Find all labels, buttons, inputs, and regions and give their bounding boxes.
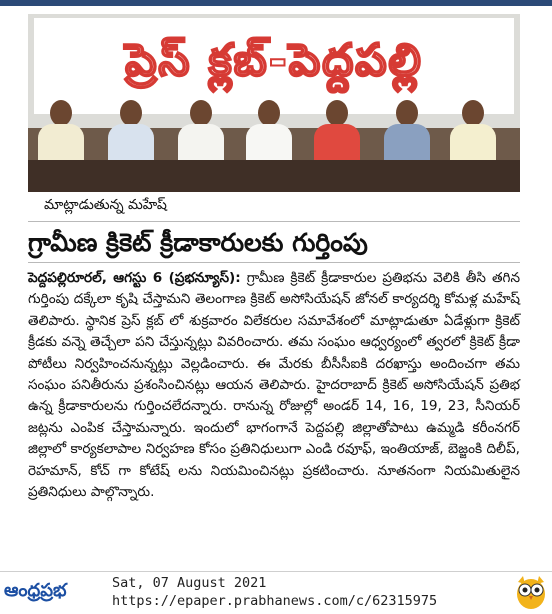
- photo-caption: మాట్లాడుతున్న మహేష్: [44, 197, 167, 213]
- owl-mascot-icon: [514, 574, 548, 610]
- article-text: గ్రామీణ క్రికెట్ క్రీడాకారుల ప్రతిభను వెలికి తీసి తగిన గుర్తింపు దక్కేలా కృషి చేస్తామని తెలంగాణ క్రికెట్ అసోసియేషన్ జోనల్ కార్యదర్శి కోమళ్ల మహేష్ తెలిపారు. స్థానిక ప్రెస్ క్లబ్ లో శుక్రవారం విలేకరుల సమావేశంలో మాట్లాడుతూ ఏడేళ్లుగా క్రికెట్ క్రీడకు వన్నె తెచ్చేలా పని చేస్తున్నట్లు వివరించారు. తమ సంఘం ఆధ్వర్యంలో త్వరలో క్రికెట్ క్రీడా పోటీలు నిర్వహించనున్నట్లు వెల్లడించారు. ఈ మేరకు బీసీసీఐకి దరఖాస్తు అందించగా తమ సంఘం పనితీరును ప్రశంసించినట్లు ఆయన తెలిపారు. హైదరాబాద్ క్రికెట్ అసోసియేషన్ ప్రతిభ ఉన్న క్రీడాకారులను గుర్తించలేదన్నారు. రానున్న రోజుల్లో అండర్ 14, 16, 19, 23, సీనియర్ జట్లను ఎంపిక చేస్తామన్నారు. ఇందులో భాగంగానే పెద్దపల్లి జిల్లాతోపాటు ఉమ్మడి కరీంనగర్ జిల్లాలో కార్యకలాపాల నిర్వహణ కోసం ప్రతినిధులుగా ఎండి రవూఫ్, ఇంతియాజ్, బెజ్జంకి దిలీప్, రెహమాన్, కోచ్ గా కోటేష్ లను నియమించినట్లు ప్రకటించారు. నూతనంగా నియమితులైన ప్రతినిధులు పాల్గొన్నారు.: [28, 270, 520, 501]
- banner-text: ప్రెస్ క్లబ్-పెద్దపల్లి: [125, 35, 423, 86]
- news-photo: [28, 14, 520, 192]
- divider: [28, 262, 520, 263]
- headline: గ్రామీణ క్రికెట్ క్రీడాకారులకు గుర్తింపు: [28, 228, 368, 257]
- top-bar: [0, 0, 552, 6]
- epaper-url[interactable]: https://epaper.prabhanews.com/c/62315975: [112, 593, 438, 609]
- footer-meta: [112, 574, 437, 610]
- divider: [28, 221, 520, 222]
- publication-date: Sat, 07 August 2021: [112, 575, 267, 591]
- press-table: [28, 160, 520, 192]
- newspaper-logo: [4, 576, 104, 608]
- logo-text: ఆంధ్రప్రభ: [4, 579, 67, 601]
- footer-divider: [0, 571, 552, 572]
- dateline: పెద్దపల్లిరూరల్, ఆగస్టు 6 (ప్రభన్యూస్):: [28, 270, 241, 286]
- article-body: [28, 268, 520, 503]
